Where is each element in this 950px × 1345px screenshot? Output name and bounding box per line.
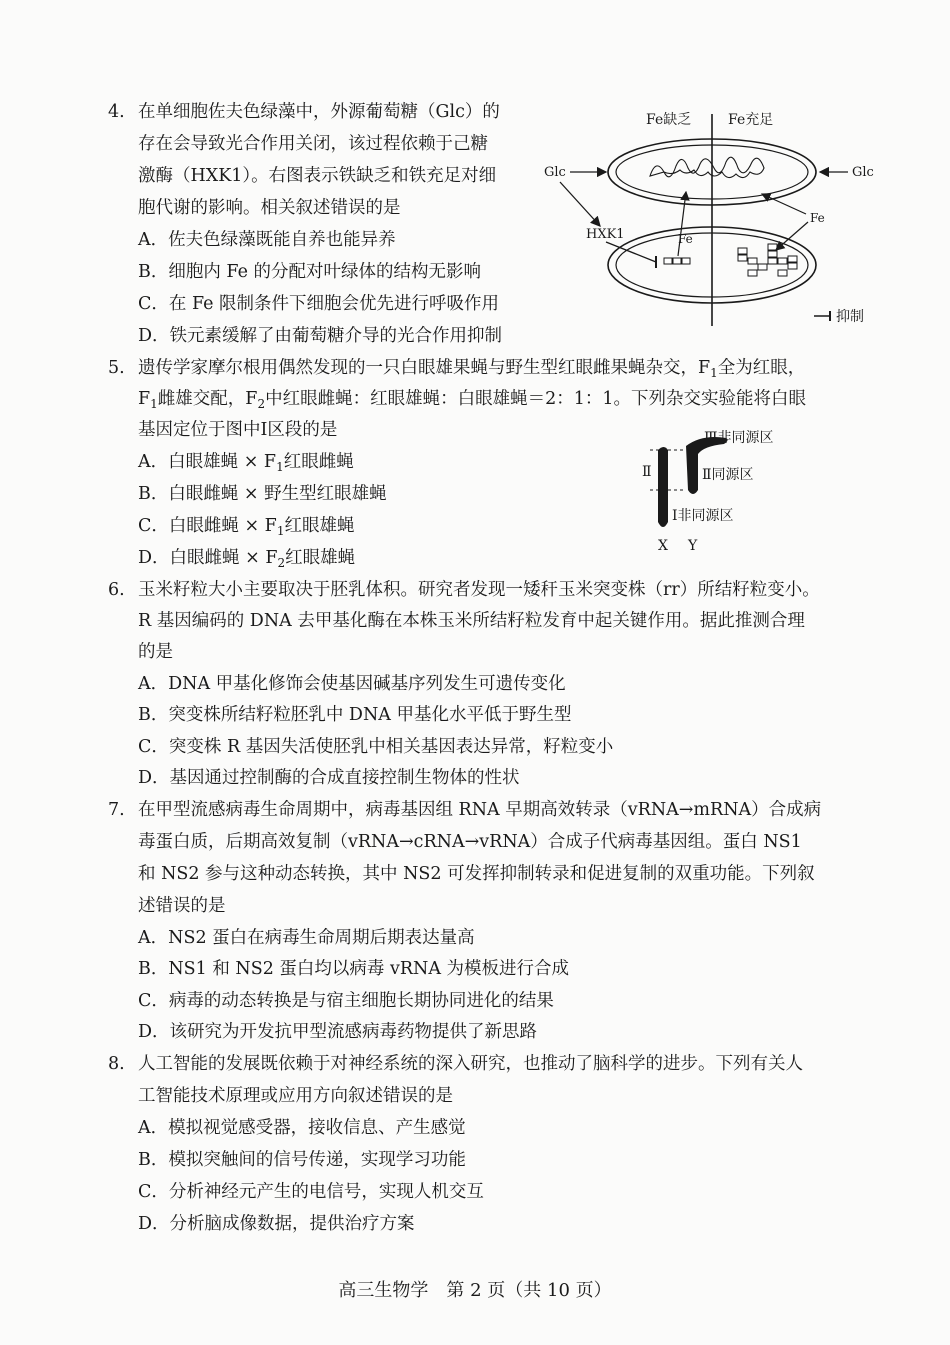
fe-deficient-label: Fe缺乏 — [646, 112, 692, 128]
q7-option-c: C．病毒的动态转换是与宿主细胞长期协同进化的结果 — [138, 991, 554, 1011]
q6-option-a: A．DNA 甲基化修饰会使基因碱基序列发生可遗传变化 — [138, 674, 566, 694]
q5-number: 5. — [108, 358, 125, 378]
region1-label: Ⅰ非同源区 — [672, 508, 734, 524]
fe-sufficient-label: Fe充足 — [728, 112, 774, 128]
q4-stem-line-1: 在单细胞佐夫色绿藻中，外源葡萄糖（Glc）的 — [138, 102, 500, 122]
q7-stem-line-2: 毒蛋白质，后期高效复制（vRNA→cRNA→vRNA）合成子代病毒基因组。蛋白 NS1 — [138, 832, 802, 852]
q7-option-d: D．该研究为开发抗甲型流感病毒药物提供了新思路 — [138, 1022, 538, 1042]
q8-stem-line-1: 人工智能的发展既依赖于对神经系统的深入研究，也推动了脑科学的进步。下列有关人 — [138, 1054, 803, 1074]
page-footer: 高三生物学 第 2 页（共 10 页） — [338, 1280, 612, 1301]
q8-stem-line-2: 工智能技术原理或应用方向叙述错误的是 — [138, 1086, 453, 1106]
q7-option-a: A．NS2 蛋白在病毒生命周期后期表达量高 — [138, 928, 475, 948]
q5-option-b: B．白眼雌蝇 × 野生型红眼雄蝇 — [138, 484, 387, 504]
q6-stem-line-1: 玉米籽粒大小主要取决于胚乳体积。研究者发现一矮秆玉米突变株（rr）所结籽粒变小。 — [138, 580, 820, 600]
q6-option-d: D．基因通过控制酶的合成直接控制生物体的性状 — [138, 768, 520, 788]
glc-left-label: Glc — [544, 165, 566, 180]
q8-number: 8. — [108, 1054, 125, 1074]
x-chromosome — [658, 447, 668, 527]
q4-option-a: A．佐夫色绿藻既能自养也能异养 — [138, 230, 396, 250]
glc-right-label: Glc — [852, 165, 874, 180]
q6-stem-line-3: 的是 — [138, 642, 173, 662]
q4-option-b: B．细胞内 Fe 的分配对叶绿体的结构无影响 — [138, 262, 482, 282]
region3-label: Ⅲ非同源区 — [704, 430, 774, 446]
q7-stem-line-1: 在甲型流感病毒生命周期中，病毒基因组 RNA 早期高效转录（vRNA→mRNA）合成病 — [138, 800, 822, 820]
q5-option-a: A．白眼雄蝇 × $F_1$红眼雌蝇 — [138, 452, 354, 474]
y-label: Y — [688, 538, 698, 554]
q4-number: 4. — [108, 102, 125, 122]
q5-stem-line-3: 基因定位于图中Ⅰ区段的是 — [138, 420, 338, 440]
q4-figure — [540, 100, 880, 335]
q7-stem-line-3: 和 NS2 参与这种动态转换，其中 NS2 可发挥抑制转录和促进复制的双重功能。下列叙 — [138, 864, 815, 884]
q7-stem-line-4: 述错误的是 — [138, 896, 226, 916]
q4-stem-line-3: 激酶（HXK1）。右图表示铁缺乏和铁充足对细 — [138, 166, 497, 186]
inhibit-legend-label: 抑制 — [836, 309, 864, 325]
q7-number: 7. — [108, 800, 125, 820]
q5-stem-line-1: 遗传学家摩尔根用偶然发现的一只白眼雄果蝇与野生型红眼雌果蝇杂交，$F_1$全为红眼， — [138, 358, 806, 380]
fe-stacks-right — [738, 244, 797, 276]
q8-option-a: A．模拟视觉感受器，接收信息、产生感觉 — [138, 1118, 466, 1138]
left-region-label: Ⅱ — [642, 464, 652, 480]
x-label: X — [658, 538, 668, 554]
q8-option-c: C．分析神经元产生的电信号，实现人机交互 — [138, 1182, 484, 1202]
q5-figure — [636, 424, 796, 556]
q6-option-c: C．突变株 R 基因失活使胚乳中相关基因表达异常，籽粒变小 — [138, 737, 614, 757]
q4-stem-line-4: 胞代谢的影响。相关叙述错误的是 — [138, 198, 401, 218]
hxk1-label: HXK1 — [586, 227, 625, 242]
thylakoid-membrane — [650, 157, 764, 177]
q4-stem-line-2: 存在会导致光合作用关闭，该过程依赖于己糖 — [138, 134, 488, 154]
q8-option-d: D．分析脑成像数据，提供治疗方案 — [138, 1214, 415, 1234]
q5-option-d: D．白眼雌蝇 × $F_2$红眼雄蝇 — [138, 548, 356, 570]
q7-option-b: B．NS1 和 NS2 蛋白均以病毒 vRNA 为模板进行合成 — [138, 959, 570, 979]
q6-number: 6. — [108, 580, 125, 600]
q6-stem-line-2: R 基因编码的 DNA 去甲基化酶在本株玉米所结籽粒发育中起关键作用。据此推测合理 — [138, 611, 805, 631]
q8-option-b: B．模拟突触间的信号传递，实现学习功能 — [138, 1150, 466, 1170]
q6-option-b: B．突变株所结籽粒胚乳中 DNA 甲基化水平低于野生型 — [138, 705, 572, 725]
fe-left-label: Fe — [678, 232, 693, 246]
region2-label: Ⅱ同源区 — [702, 467, 754, 483]
q5-stem-line-2: $F_1$雌雄交配，$F_2$中红眼雌蝇：红眼雄蝇：白眼雄蝇＝2：1：1。下列杂交实验能将白眼 — [138, 389, 806, 411]
q4-option-c: C．在 Fe 限制条件下细胞会优先进行呼吸作用 — [138, 294, 500, 314]
q4-option-d: D．铁元素缓解了由葡萄糖介导的光合作用抑制 — [138, 326, 503, 346]
fe-right-label: Fe — [810, 211, 825, 225]
q5-option-c: C．白眼雌蝇 × $F_1$红眼雄蝇 — [138, 516, 355, 538]
